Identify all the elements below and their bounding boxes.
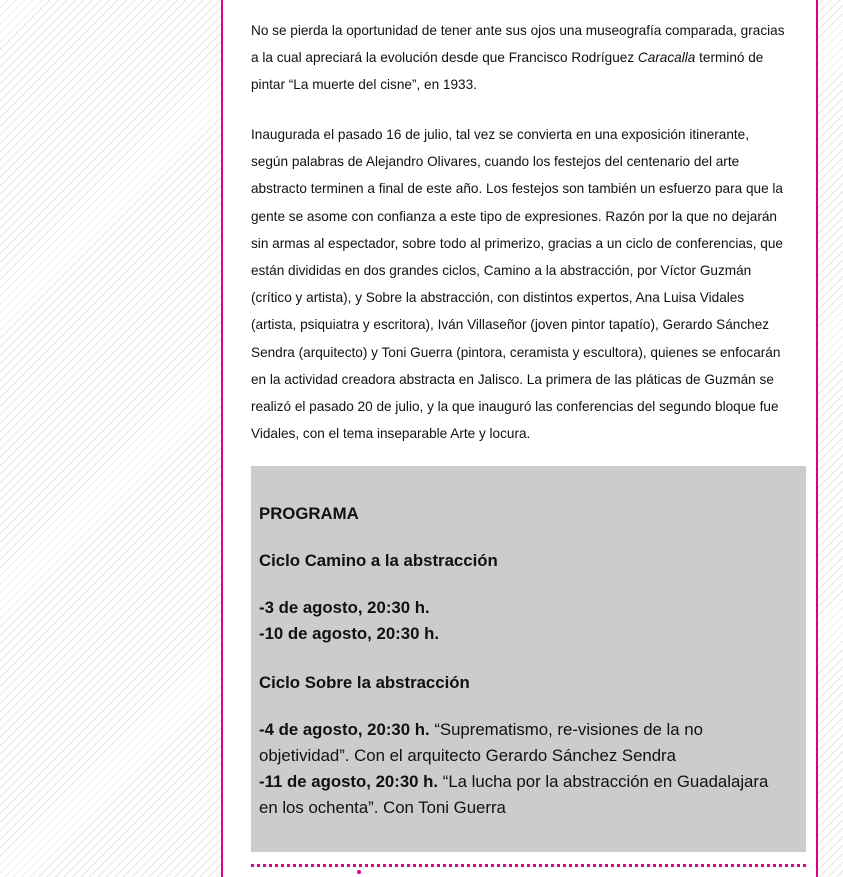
session-2-description: “La lucha por la abstracción en Guadalajara en los ochenta”. Con Toni Guerra [259,772,769,817]
cycle-1-dates [259,595,789,647]
article-paragraph-2: Inaugurada el pasado 16 de julio, tal vez se convierta en una exposición itinerante, según palabras de Alejandro Olivares, cuando los festejos del centenario del arte abstracto terminen a final de este año. Los festejos son también un esfuerzo para que la gente se asome con confianza a este tipo de expresiones. Razón por la que no dejarán sin armas al espectador, sobre todo al primerizo, gracias a un ciclo de conferencias, que están divididas en dos grandes ciclos, Camino a la abstracción, por Víctor Guzmán (crítico y artista), y Sobre la abstracción, con distintos expertos, Ana Luisa Vidales (artista, psiquiatra y escritora), Iván Villaseñor (joven pintor tapatío), Gerardo Sánchez Sendra (arquitecto) y Toni Guerra (pintora, ceramista y escultora), quienes se enfocarán en la actividad creadora abstracta en Jalisco. La primera de las pláticas de Guzmán se realizó el pasado 20 de julio, y la que inauguró las conferencias del segundo bloque fue Vidales, con el tema inseparable Arte y locura. [251,127,783,442]
artist-nickname: Caracalla [637,50,696,66]
paragraph-1-text-start: No se pierda la oportunidad de tener ante sus ojos una museografía comparada, gracias a la cual apreciará la evolución desde que Francisco Rodríguez [251,23,785,66]
cycle-2-sessions [259,717,789,821]
program-heading: PROGRAMA [259,504,359,523]
cycle-1-date-2: -10 de agosto, 20:30 h. [259,624,439,643]
cycle-1-date-1: -3 de agosto, 20:30 h. [259,598,430,617]
session-1-date: -4 de agosto, 20:30 h. [259,720,430,739]
cycle-1-title: Ciclo Camino a la abstracción [259,551,498,570]
paragraph-1-text-end: terminó de pintar “La muerte del cisne”, en 1933. [251,50,764,93]
article-column [221,0,818,877]
session-2-date: -11 de agosto, 20:30 h. [259,772,439,791]
session-1-description: “Suprematismo, re-visiones de la no objetividad”. Con el arquitecto Gerardo Sánchez Sendra [259,720,703,765]
program-box [251,466,806,852]
article-paragraph-1 [251,17,789,99]
divider-marker [357,870,361,874]
cycle-2-title: Ciclo Sobre la abstracción [259,673,470,692]
dotted-divider [251,864,806,867]
